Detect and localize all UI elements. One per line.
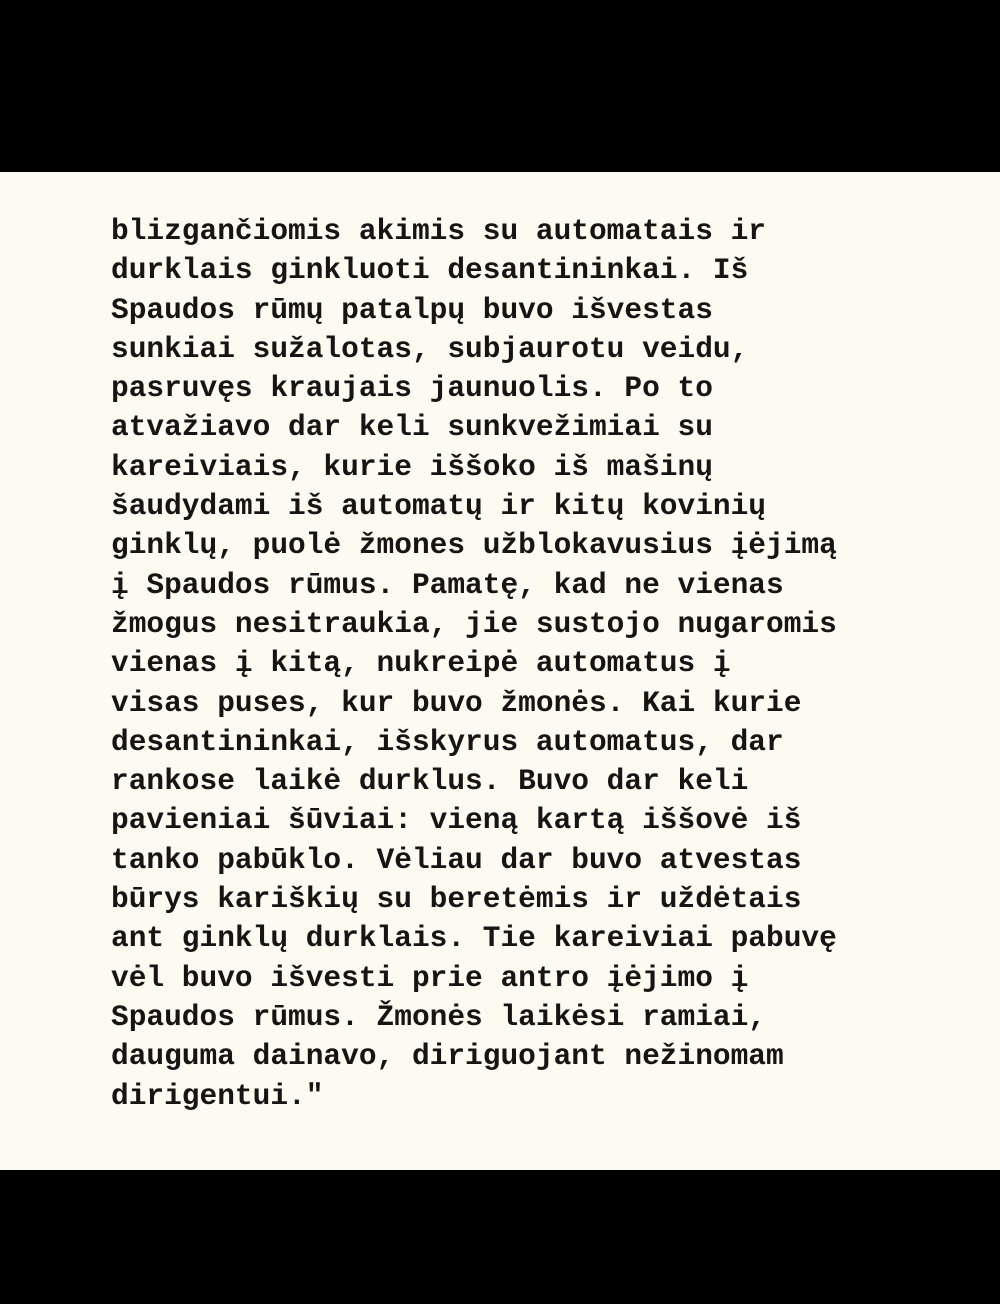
text-line: blizgančiomis akimis su automatais ir [111,214,767,248]
text-line: pavieniai šūviai: vieną kartą iššovė iš [111,803,802,838]
text-line: ginklų, puolė žmones užblokavusius įėjimą [111,528,837,563]
text-line: desantininkai, išskyrus automatus, dar [111,724,784,759]
text-line: Spaudos rūmus. Žmonės laikėsi ramiai, [111,999,767,1034]
text-line: atvažiavo dar keli sunkvežimiai su [111,410,713,445]
text-line: pasruvęs kraujais jaunuolis. Po to [111,371,713,406]
text-line: sunkiai sužalotas, subjaurotu veidu, [111,331,749,366]
bottom-letterbox-bar [0,1170,1000,1304]
text-line: Spaudos rūmų patalpų buvo išvestas [111,292,713,327]
text-line: vėl buvo išvesti prie antro įėjimo į [111,960,749,995]
document-page [0,172,1000,1170]
text-line: vienas į kitą, nukreipė automatus į [111,646,731,681]
text-line: tanko pabūklo. Vėliau dar buvo atvestas [111,842,802,877]
text-line: dauguma dainavo, diriguojant nežinomam [111,1039,784,1074]
text-line: dirigentui." [111,1078,324,1113]
text-line: kareiviais, kurie iššoko iš mašinų [111,449,713,484]
text-line: būrys kariškių su beretėmis ir uždėtais [111,882,802,917]
text-line: durklais ginkluoti desantininkai. Iš [111,253,749,288]
text-line: žmogus nesitraukia, jie sustojo nugaromis [111,606,837,641]
text-line: rankose laikė durklus. Buvo dar keli [111,764,749,799]
body-text [111,212,951,1116]
text-line: visas puses, kur buvo žmonės. Kai kurie [111,685,802,720]
text-line: šaudydami iš automatų ir kitų kovinių [111,489,767,524]
text-line: į Spaudos rūmus. Pamatę, kad ne vienas [111,567,784,602]
text-line: ant ginklų durklais. Tie kareiviai pabuvę [111,921,837,956]
top-letterbox-bar [0,0,1000,172]
